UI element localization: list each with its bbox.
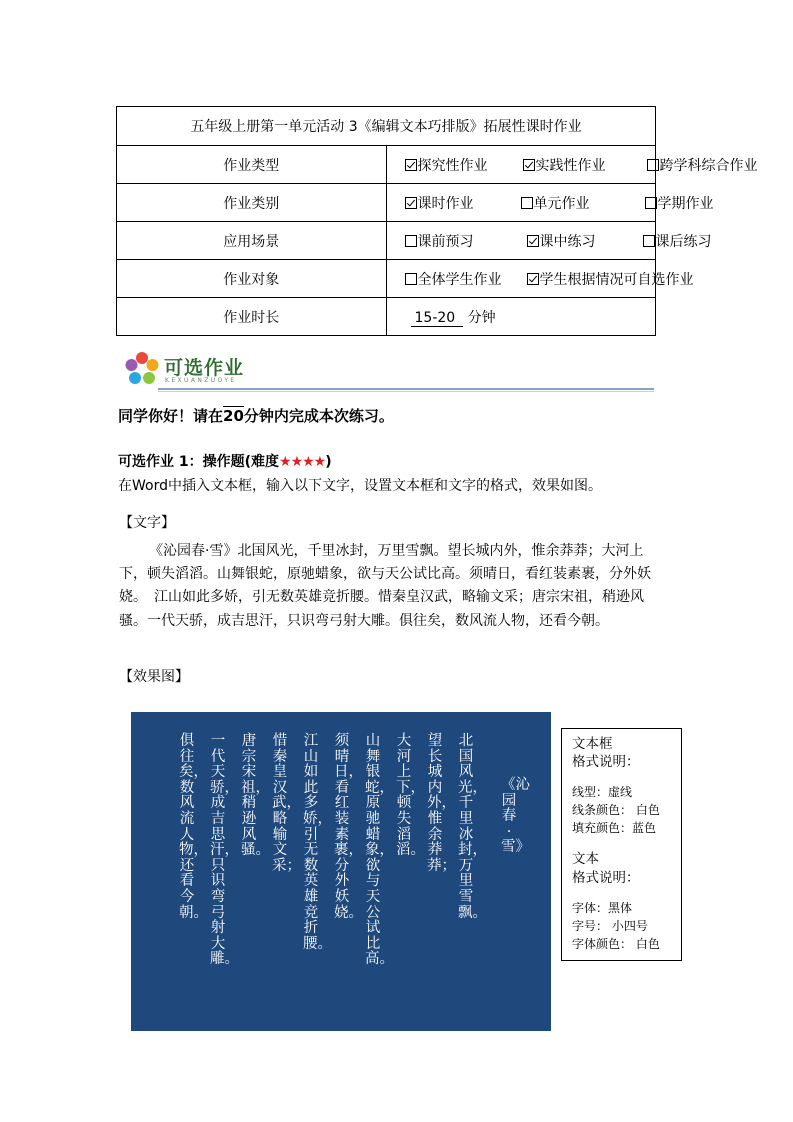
option-item[interactable]: 实践性作业 (523, 155, 647, 175)
effect-textbox-preview (131, 712, 551, 1031)
effect-column: 须晴日，看红装素裹，分外妖娆。 (334, 733, 363, 921)
row-options (386, 260, 694, 298)
note-heading: 文本 (572, 851, 599, 867)
note-item: 填充颜色：蓝色 (572, 821, 657, 835)
section-banner (118, 347, 654, 393)
assignment-info-table (116, 106, 758, 336)
table-title: 五年级上册第一单元活动 3《编辑文本巧排版》拓展性课时作业 (117, 107, 656, 146)
option-item[interactable]: 学期作业 (645, 193, 714, 213)
unchecked-box-icon[interactable] (405, 273, 417, 285)
poem-paragraph: 《沁园春·雪》北国风光，千里冰封，万里雪飘。望长城内外，惟余莽莽；大河上下，顿失滔滔。山舞银蛇，原驰蜡象，欲与天公试比高。须晴日，看红装素裹，分外妖娆。 江山如此多娇，引无数英雄竞折腰。惜秦皇汉武，略输文采；唐宗宋祖，稍逊风骚。一代天骄，成吉思汗，只识弯弓射大雕。俱往矣，数风流人物，还看今朝。 (119, 543, 651, 629)
checked-box-icon[interactable] (527, 273, 539, 285)
unchecked-box-icon[interactable] (643, 235, 655, 247)
duration-value: 15-20 (411, 310, 464, 327)
banner-title: 可选作业 (164, 357, 245, 379)
checked-box-icon[interactable] (405, 159, 417, 171)
checked-box-icon[interactable] (405, 197, 417, 209)
banner-rule (158, 388, 654, 390)
unchecked-box-icon[interactable] (645, 197, 657, 209)
table-row-scene (117, 222, 656, 260)
table-row-category (117, 184, 656, 222)
option-item[interactable]: 跨学科综合作业 (647, 155, 758, 175)
effect-section-label: 【效果图】 (119, 669, 189, 685)
effect-column: 唐宗宋祖，稍逊风骚。 (241, 733, 270, 859)
option-item[interactable]: 课中练习 (527, 231, 643, 251)
unchecked-box-icon[interactable] (647, 159, 659, 171)
option-item[interactable]: 学生根据情况可自选作业 (527, 269, 694, 289)
row-label: 作业时长 (117, 298, 387, 336)
format-note-box (561, 728, 682, 961)
option-item[interactable]: 探究性作业 (405, 155, 523, 175)
question-title: 可选作业 1：操作题(难度★★★★) (118, 454, 332, 470)
note-item: 字体：黑体 (572, 901, 633, 915)
row-label: 作业类别 (117, 184, 387, 222)
difficulty-stars-icon: ★★★★ (279, 454, 326, 470)
banner-subtitle: KEXUANZUOYE (165, 377, 237, 384)
unchecked-box-icon[interactable] (405, 235, 417, 247)
question-description: 在Word中插入文本框，输入以下文字，设置文本框和文字的格式，效果如图。 (118, 478, 602, 494)
text-section-label: 【文字】 (119, 515, 175, 531)
effect-column: 惜秦皇汉武，略输文采； (272, 733, 301, 874)
table-row-target (117, 260, 656, 298)
table-row-duration (117, 298, 656, 336)
note-heading: 格式说明： (572, 754, 640, 770)
row-label: 作业对象 (117, 260, 387, 298)
note-item: 线型：虚线 (572, 785, 633, 799)
effect-title: 《沁园春·雪》 (501, 777, 530, 856)
effect-column: 大河上下，顿失滔滔。 (396, 733, 425, 859)
option-item[interactable]: 课时作业 (405, 193, 521, 213)
effect-column: 江山如此多娇，引无数英雄竞折腰。 (303, 733, 332, 952)
note-heading: 文本框 (572, 736, 613, 752)
effect-column: 一代天骄，成吉思汗，只识弯弓射大雕。 (210, 733, 239, 968)
checked-box-icon[interactable] (527, 235, 539, 247)
flower-logo-icon (124, 351, 160, 387)
row-label: 作业类型 (117, 146, 387, 184)
duration-unit: 分钟 (467, 309, 496, 326)
option-item[interactable]: 全体学生作业 (405, 269, 527, 289)
minutes-number: 20 (223, 407, 244, 425)
row-options (386, 298, 656, 336)
checked-box-icon[interactable] (523, 159, 535, 171)
effect-column: 望长城内外，惟余莽莽； (427, 733, 456, 874)
option-item[interactable]: 课前预习 (405, 231, 527, 251)
row-label: 应用场景 (117, 222, 387, 260)
note-heading: 格式说明： (572, 870, 640, 886)
table-row-type (117, 146, 656, 184)
row-options (386, 184, 714, 222)
note-item: 字号： 小四号 (572, 919, 648, 933)
option-item[interactable]: 课后练习 (643, 231, 712, 251)
effect-column: 俱往矣，数风流人物，还看今朝。 (179, 733, 208, 921)
row-options (386, 222, 712, 260)
effect-column: 北国风光，千里冰封，万里雪飘。 (458, 733, 487, 921)
row-options (386, 146, 758, 184)
banner-rule-thin (158, 391, 654, 392)
greeting-line: 同学你好！请在20分钟内完成本次练习。 (118, 407, 394, 425)
effect-column: 山舞银蛇，原驰蜡象，欲与天公试比高。 (365, 733, 394, 968)
option-item[interactable]: 单元作业 (521, 193, 645, 213)
unchecked-box-icon[interactable] (521, 197, 533, 209)
note-item: 线条颜色： 白色 (572, 803, 660, 817)
note-item: 字体颜色： 白色 (572, 937, 660, 951)
